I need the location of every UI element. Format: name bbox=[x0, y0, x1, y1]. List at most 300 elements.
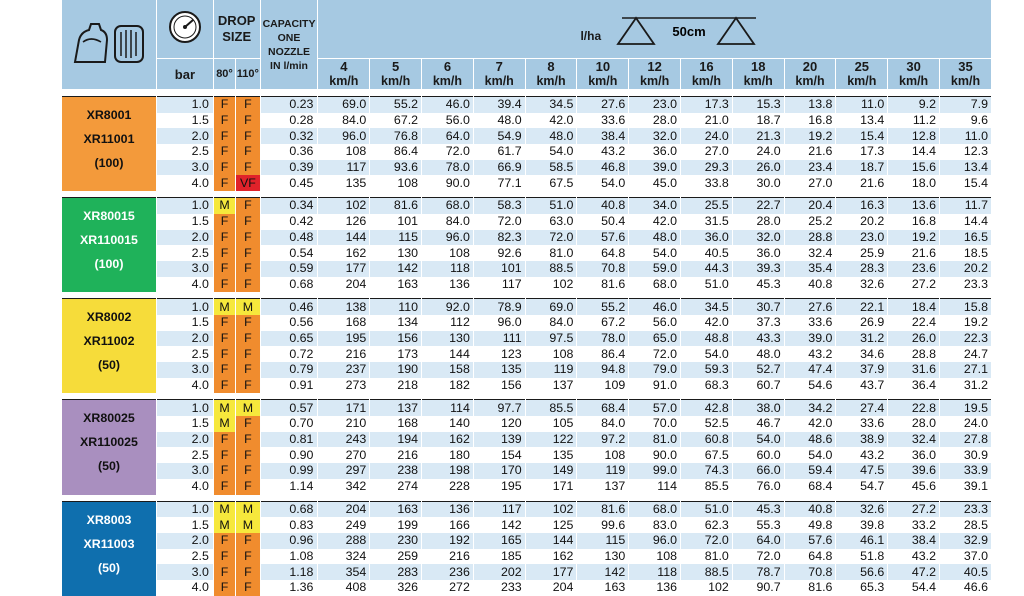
rate-cell: 46.1 bbox=[836, 533, 888, 549]
rate-cell: 21.0 bbox=[681, 113, 733, 129]
rate-cell: 81.6 bbox=[577, 277, 629, 293]
rate-cell: 93.6 bbox=[370, 160, 422, 176]
rate-cell: 63.0 bbox=[525, 214, 577, 230]
rate-cell: 102 bbox=[525, 277, 577, 293]
rate-cell: 27.1 bbox=[940, 362, 992, 378]
rate-cell: 52.7 bbox=[732, 362, 784, 378]
rate-cell: 88.5 bbox=[681, 564, 733, 580]
rate-cell: 96.0 bbox=[629, 533, 681, 549]
drop-size-110-cell: F bbox=[236, 564, 260, 580]
rate-cell: 54.0 bbox=[525, 144, 577, 160]
rate-cell: 96.0 bbox=[318, 128, 370, 144]
drop-size-110-cell: M bbox=[236, 517, 260, 533]
rate-cell: 39.3 bbox=[732, 261, 784, 277]
rate-cell: 168 bbox=[370, 416, 422, 432]
rate-cell: 162 bbox=[318, 245, 370, 261]
rate-cell: 97.7 bbox=[473, 400, 525, 416]
pressure-cell: 1.0 bbox=[156, 299, 213, 315]
rate-cell: 39.6 bbox=[888, 463, 940, 479]
rate-cell: 19.2 bbox=[940, 315, 992, 331]
rate-cell: 108 bbox=[525, 346, 577, 362]
rate-cell: 270 bbox=[318, 447, 370, 463]
rate-cell: 130 bbox=[370, 245, 422, 261]
rate-cell: 81.0 bbox=[681, 549, 733, 565]
rate-cell: 48.0 bbox=[473, 113, 525, 129]
rate-cell: 126 bbox=[318, 214, 370, 230]
nozzle-group-label bbox=[62, 400, 156, 495]
rate-cell: 108 bbox=[577, 447, 629, 463]
rate-cell: 162 bbox=[525, 549, 577, 565]
speed-header bbox=[577, 59, 629, 90]
rate-cell: 27.6 bbox=[784, 299, 836, 315]
rate-cell: 243 bbox=[318, 432, 370, 448]
rate-cell: 54.0 bbox=[577, 175, 629, 191]
pressure-cell: 1.0 bbox=[156, 501, 213, 517]
capacity-cell: 0.65 bbox=[260, 331, 318, 347]
rate-cell: 137 bbox=[577, 479, 629, 495]
capacity-cell: 0.39 bbox=[260, 160, 318, 176]
drop-size-110-cell: F bbox=[236, 447, 260, 463]
nozzle-name: XR11001 bbox=[83, 132, 135, 147]
rate-cell: 65.0 bbox=[629, 331, 681, 347]
rate-cell: 92.0 bbox=[422, 299, 474, 315]
rate-cell: 97.5 bbox=[525, 331, 577, 347]
speed-header bbox=[473, 59, 525, 90]
rate-cell: 70.0 bbox=[629, 416, 681, 432]
drop-size-110-cell: F bbox=[236, 230, 260, 246]
rate-cell: 56.6 bbox=[836, 564, 888, 580]
rate-cell: 62.3 bbox=[681, 517, 733, 533]
rate-cell: 22.8 bbox=[888, 400, 940, 416]
table-row bbox=[62, 160, 992, 176]
rate-cell: 16.8 bbox=[888, 214, 940, 230]
rate-cell: 21.6 bbox=[888, 245, 940, 261]
table-row bbox=[62, 432, 992, 448]
rate-header bbox=[318, 0, 992, 59]
nozzle-rate-table-sheet bbox=[62, 0, 988, 595]
rate-cell: 26.9 bbox=[836, 315, 888, 331]
rate-cell: 218 bbox=[370, 378, 422, 394]
rate-cell: 67.2 bbox=[370, 113, 422, 129]
speed-header bbox=[422, 59, 474, 90]
rate-cell: 111 bbox=[473, 331, 525, 347]
rate-cell: 84.0 bbox=[422, 214, 474, 230]
rate-cell: 48.0 bbox=[732, 346, 784, 362]
rate-cell: 48.8 bbox=[681, 331, 733, 347]
rate-cell: 35.4 bbox=[784, 261, 836, 277]
rate-cell: 142 bbox=[577, 564, 629, 580]
table-row bbox=[62, 400, 992, 416]
rate-cell: 112 bbox=[422, 315, 474, 331]
capacity-cell: 0.56 bbox=[260, 315, 318, 331]
capacity-cell: 0.70 bbox=[260, 416, 318, 432]
drop-size-110-cell: VF bbox=[236, 175, 260, 191]
pressure-cell: 2.5 bbox=[156, 447, 213, 463]
rate-cell: 51.0 bbox=[525, 198, 577, 214]
rate-cell: 12.8 bbox=[888, 128, 940, 144]
rate-cell: 27.2 bbox=[888, 501, 940, 517]
pressure-cell: 2.0 bbox=[156, 331, 213, 347]
drop-size-110-cell: F bbox=[236, 416, 260, 432]
rate-cell: 57.6 bbox=[577, 230, 629, 246]
rate-cell: 28.0 bbox=[888, 416, 940, 432]
pressure-cell: 3.0 bbox=[156, 261, 213, 277]
pressure-cell: 4.0 bbox=[156, 277, 213, 293]
rate-cell: 15.4 bbox=[940, 175, 992, 191]
nozzle-group-label bbox=[62, 198, 156, 293]
nozzle-name: XR110025 bbox=[80, 435, 138, 450]
rate-cell: 20.4 bbox=[784, 198, 836, 214]
rate-cell: 158 bbox=[422, 362, 474, 378]
nozzle-rate-table bbox=[62, 0, 992, 596]
rate-cell: 283 bbox=[370, 564, 422, 580]
rate-cell: 47.2 bbox=[888, 564, 940, 580]
spray-pattern-icon bbox=[614, 14, 764, 48]
pressure-cell: 1.5 bbox=[156, 517, 213, 533]
rate-cell: 50.4 bbox=[577, 214, 629, 230]
capacity-cell: 0.36 bbox=[260, 144, 318, 160]
speed-header bbox=[629, 59, 681, 90]
rate-cell: 216 bbox=[422, 549, 474, 565]
rate-cell: 40.5 bbox=[681, 245, 733, 261]
rate-cell: 185 bbox=[473, 549, 525, 565]
rate-cell: 259 bbox=[370, 549, 422, 565]
rate-cell: 140 bbox=[422, 416, 474, 432]
speed-value: 30 bbox=[906, 59, 921, 74]
rate-cell: 40.5 bbox=[940, 564, 992, 580]
rate-cell: 163 bbox=[370, 501, 422, 517]
capacity-cell: 0.54 bbox=[260, 245, 318, 261]
rate-cell: 23.0 bbox=[629, 97, 681, 113]
rate-cell: 34.0 bbox=[629, 198, 681, 214]
rate-cell: 12.3 bbox=[940, 144, 992, 160]
rate-cell: 26.0 bbox=[732, 160, 784, 176]
drop-size-80-cell: F bbox=[213, 447, 235, 463]
gauge-cell bbox=[156, 0, 213, 59]
rate-cell: 272 bbox=[422, 580, 474, 596]
rate-cell: 108 bbox=[629, 549, 681, 565]
spacer-cell bbox=[62, 90, 992, 97]
rate-cell: 24.7 bbox=[940, 346, 992, 362]
rate-cell: 82.3 bbox=[473, 230, 525, 246]
rate-cell: 42.0 bbox=[681, 315, 733, 331]
rate-cell: 51.0 bbox=[681, 277, 733, 293]
rate-cell: 43.7 bbox=[836, 378, 888, 394]
rate-cell: 72.0 bbox=[473, 214, 525, 230]
rate-cell: 39.4 bbox=[473, 97, 525, 113]
rate-cell: 144 bbox=[525, 533, 577, 549]
rate-cell: 22.4 bbox=[888, 315, 940, 331]
nozzle-group-label bbox=[62, 97, 156, 192]
rate-cell: 55.3 bbox=[732, 517, 784, 533]
speed-value: 35 bbox=[958, 59, 973, 74]
rate-cell: 117 bbox=[318, 160, 370, 176]
drop-size-80-cell: F bbox=[213, 214, 235, 230]
rate-cell: 15.6 bbox=[888, 160, 940, 176]
drop-size-110-cell: F bbox=[236, 113, 260, 129]
rate-cell: 40.8 bbox=[577, 198, 629, 214]
drop-size-80-cell: F bbox=[213, 378, 235, 394]
rate-cell: 136 bbox=[422, 501, 474, 517]
speed-header bbox=[732, 59, 784, 90]
drop-size-80-cell: M bbox=[213, 501, 235, 517]
rate-cell: 99.0 bbox=[629, 463, 681, 479]
rate-cell: 78.0 bbox=[422, 160, 474, 176]
pressure-cell: 2.5 bbox=[156, 346, 213, 362]
pressure-cell: 4.0 bbox=[156, 580, 213, 596]
rate-cell: 37.3 bbox=[732, 315, 784, 331]
rate-cell: 118 bbox=[422, 261, 474, 277]
rate-cell: 114 bbox=[422, 400, 474, 416]
table-row bbox=[62, 331, 992, 347]
table-row bbox=[62, 214, 992, 230]
drop-size-110-cell: F bbox=[236, 198, 260, 214]
pressure-cell: 3.0 bbox=[156, 160, 213, 176]
rate-cell: 204 bbox=[318, 277, 370, 293]
drop-size-80-cell: M bbox=[213, 517, 235, 533]
drop-size-80-cell: F bbox=[213, 245, 235, 261]
rate-cell: 25.2 bbox=[784, 214, 836, 230]
speed-unit: km/h bbox=[795, 74, 825, 88]
rate-cell: 16.5 bbox=[940, 230, 992, 246]
drop-size-110-cell: F bbox=[236, 549, 260, 565]
rate-cell: 27.8 bbox=[940, 432, 992, 448]
rate-cell: 9.6 bbox=[940, 113, 992, 129]
rate-cell: 45.3 bbox=[732, 501, 784, 517]
drop-size-110-cell: F bbox=[236, 315, 260, 331]
rate-cell: 297 bbox=[318, 463, 370, 479]
speed-value: 10 bbox=[595, 59, 611, 74]
bar-header: bar bbox=[156, 59, 213, 90]
capacity-cell: 1.08 bbox=[260, 549, 318, 565]
rate-cell: 78.9 bbox=[473, 299, 525, 315]
rate-cell: 16.8 bbox=[784, 113, 836, 129]
rate-cell: 163 bbox=[577, 580, 629, 596]
rate-cell: 31.5 bbox=[681, 214, 733, 230]
pressure-cell: 1.5 bbox=[156, 416, 213, 432]
pressure-cell: 1.0 bbox=[156, 198, 213, 214]
rate-cell: 45.0 bbox=[629, 175, 681, 191]
rate-cell: 28.8 bbox=[784, 230, 836, 246]
rate-cell: 237 bbox=[318, 362, 370, 378]
pressure-cell: 4.0 bbox=[156, 378, 213, 394]
rate-cell: 137 bbox=[370, 400, 422, 416]
rate-cell: 36.4 bbox=[888, 378, 940, 394]
rate-cell: 90.0 bbox=[629, 447, 681, 463]
rate-cell: 68.0 bbox=[422, 198, 474, 214]
rate-cell: 86.4 bbox=[370, 144, 422, 160]
rate-cell: 38.4 bbox=[577, 128, 629, 144]
rate-cell: 37.0 bbox=[940, 549, 992, 565]
rate-cell: 57.0 bbox=[629, 400, 681, 416]
rate-cell: 52.5 bbox=[681, 416, 733, 432]
rate-cell: 19.5 bbox=[940, 400, 992, 416]
table-row bbox=[62, 277, 992, 293]
capacity-line4: IN l/min bbox=[270, 59, 308, 72]
capacity-cell: 0.45 bbox=[260, 175, 318, 191]
rate-cell: 84.0 bbox=[525, 315, 577, 331]
drop-size-110-cell: F bbox=[236, 463, 260, 479]
rate-cell: 36.0 bbox=[732, 245, 784, 261]
nozzle-icon bbox=[69, 18, 149, 66]
rate-cell: 66.0 bbox=[732, 463, 784, 479]
rate-cell: 81.6 bbox=[784, 580, 836, 596]
rate-cell: 90.0 bbox=[422, 175, 474, 191]
rate-cell: 273 bbox=[318, 378, 370, 394]
table-row bbox=[62, 501, 992, 517]
rate-cell: 58.5 bbox=[525, 160, 577, 176]
drop-size-80-cell: M bbox=[213, 299, 235, 315]
rate-cell: 204 bbox=[318, 501, 370, 517]
rate-cell: 79.0 bbox=[629, 362, 681, 378]
rate-cell: 32.0 bbox=[629, 128, 681, 144]
pressure-cell: 1.5 bbox=[156, 315, 213, 331]
rate-cell: 54.0 bbox=[681, 346, 733, 362]
rate-cell: 122 bbox=[525, 432, 577, 448]
rate-cell: 39.8 bbox=[836, 517, 888, 533]
drop-size-header bbox=[213, 0, 260, 59]
drop-size-80-cell: M bbox=[213, 198, 235, 214]
rate-cell: 34.2 bbox=[784, 400, 836, 416]
rate-cell: 54.7 bbox=[836, 479, 888, 495]
drop-size-110-cell: M bbox=[236, 501, 260, 517]
rate-cell: 81.0 bbox=[629, 432, 681, 448]
drop-size-110-cell: F bbox=[236, 214, 260, 230]
rate-cell: 97.2 bbox=[577, 432, 629, 448]
speed-unit: km/h bbox=[484, 74, 514, 88]
rate-cell: 45.3 bbox=[732, 277, 784, 293]
rate-cell: 326 bbox=[370, 580, 422, 596]
speed-unit: km/h bbox=[588, 74, 618, 88]
rate-cell: 7.9 bbox=[940, 97, 992, 113]
drop-size-110-cell: F bbox=[236, 144, 260, 160]
capacity-cell: 1.18 bbox=[260, 564, 318, 580]
speed-unit: km/h bbox=[536, 74, 566, 88]
rate-cell: 81.6 bbox=[370, 198, 422, 214]
rate-cell: 194 bbox=[370, 432, 422, 448]
pressure-cell: 2.5 bbox=[156, 144, 213, 160]
capacity-cell: 1.14 bbox=[260, 479, 318, 495]
capacity-cell: 0.72 bbox=[260, 346, 318, 362]
drop-size-line2: SIZE bbox=[222, 29, 252, 44]
rate-cell: 105 bbox=[525, 416, 577, 432]
rate-cell: 60.8 bbox=[681, 432, 733, 448]
rate-cell: 18.5 bbox=[940, 245, 992, 261]
nozzle-name: XR8001 bbox=[86, 108, 132, 123]
rate-cell: 119 bbox=[525, 362, 577, 378]
rate-cell: 78.0 bbox=[577, 331, 629, 347]
rate-cell: 342 bbox=[318, 479, 370, 495]
rate-cell: 54.4 bbox=[888, 580, 940, 596]
pressure-cell: 1.5 bbox=[156, 113, 213, 129]
rate-cell: 64.0 bbox=[732, 533, 784, 549]
rate-cell: 30.9 bbox=[940, 447, 992, 463]
rate-cell: 18.0 bbox=[888, 175, 940, 191]
speed-value: 5 bbox=[392, 59, 400, 74]
rate-cell: 13.6 bbox=[888, 198, 940, 214]
rate-cell: 67.5 bbox=[525, 175, 577, 191]
rate-cell: 24.0 bbox=[732, 144, 784, 160]
drop-size-80-cell: F bbox=[213, 331, 235, 347]
rate-cell: 36.0 bbox=[888, 447, 940, 463]
rate-cell: 33.6 bbox=[784, 315, 836, 331]
drop-size-110-cell: F bbox=[236, 97, 260, 113]
nozzle-group-label bbox=[62, 299, 156, 394]
rate-cell: 23.6 bbox=[888, 261, 940, 277]
table-row bbox=[62, 97, 992, 113]
drop-size-110-cell: F bbox=[236, 261, 260, 277]
rate-cell: 216 bbox=[318, 346, 370, 362]
rate-cell: 58.3 bbox=[473, 198, 525, 214]
rate-cell: 324 bbox=[318, 549, 370, 565]
rate-cell: 38.0 bbox=[732, 400, 784, 416]
rate-cell: 27.2 bbox=[888, 277, 940, 293]
rate-cell: 168 bbox=[318, 315, 370, 331]
rate-cell: 102 bbox=[525, 501, 577, 517]
rate-cell: 130 bbox=[422, 331, 474, 347]
drop-size-110-cell: F bbox=[236, 580, 260, 596]
rate-cell: 68.4 bbox=[784, 479, 836, 495]
drop-size-80-cell: F bbox=[213, 160, 235, 176]
rate-cell: 177 bbox=[318, 261, 370, 277]
capacity-line3: NOZZLE bbox=[268, 45, 310, 58]
table-row bbox=[62, 230, 992, 246]
drop-size-80-cell: F bbox=[213, 549, 235, 565]
rate-cell: 142 bbox=[473, 517, 525, 533]
rate-cell: 72.0 bbox=[732, 549, 784, 565]
rate-cell: 32.4 bbox=[888, 432, 940, 448]
rate-cell: 22.3 bbox=[940, 331, 992, 347]
drop-size-80-cell: F bbox=[213, 97, 235, 113]
rate-cell: 142 bbox=[370, 261, 422, 277]
rate-cell: 30.0 bbox=[732, 175, 784, 191]
table-row bbox=[62, 479, 992, 495]
rate-cell: 54.0 bbox=[732, 432, 784, 448]
capacity-cell: 0.32 bbox=[260, 128, 318, 144]
nozzle-group-label bbox=[62, 501, 156, 596]
rate-cell: 110 bbox=[370, 299, 422, 315]
rate-cell: 64.8 bbox=[577, 245, 629, 261]
drop-size-80-cell: F bbox=[213, 277, 235, 293]
rate-cell: 27.4 bbox=[836, 400, 888, 416]
rate-cell: 274 bbox=[370, 479, 422, 495]
rate-cell: 33.2 bbox=[888, 517, 940, 533]
rate-cell: 54.0 bbox=[629, 245, 681, 261]
drop-size-110-cell: F bbox=[236, 277, 260, 293]
drop-size-80-cell: F bbox=[213, 362, 235, 378]
rate-cell: 32.4 bbox=[784, 245, 836, 261]
nozzle-icons-cell bbox=[62, 0, 156, 90]
table-row bbox=[62, 549, 992, 565]
rate-cell: 19.2 bbox=[888, 230, 940, 246]
rate-cell: 34.6 bbox=[836, 346, 888, 362]
capacity-cell: 0.48 bbox=[260, 230, 318, 246]
rate-cell: 16.3 bbox=[836, 198, 888, 214]
rate-cell: 39.0 bbox=[629, 160, 681, 176]
rate-cell: 154 bbox=[473, 447, 525, 463]
rate-cell: 43.2 bbox=[836, 447, 888, 463]
rate-cell: 46.6 bbox=[940, 580, 992, 596]
rate-cell: 115 bbox=[577, 533, 629, 549]
drop-size-80-cell: F bbox=[213, 463, 235, 479]
rate-cell: 109 bbox=[577, 378, 629, 394]
drop-size-80-cell: F bbox=[213, 175, 235, 191]
lha-label: l/ha bbox=[580, 28, 602, 43]
drop-size-80-cell: F bbox=[213, 315, 235, 331]
speed-unit: km/h bbox=[743, 74, 773, 88]
rate-cell: 30.7 bbox=[732, 299, 784, 315]
drop-size-80-cell: F bbox=[213, 533, 235, 549]
